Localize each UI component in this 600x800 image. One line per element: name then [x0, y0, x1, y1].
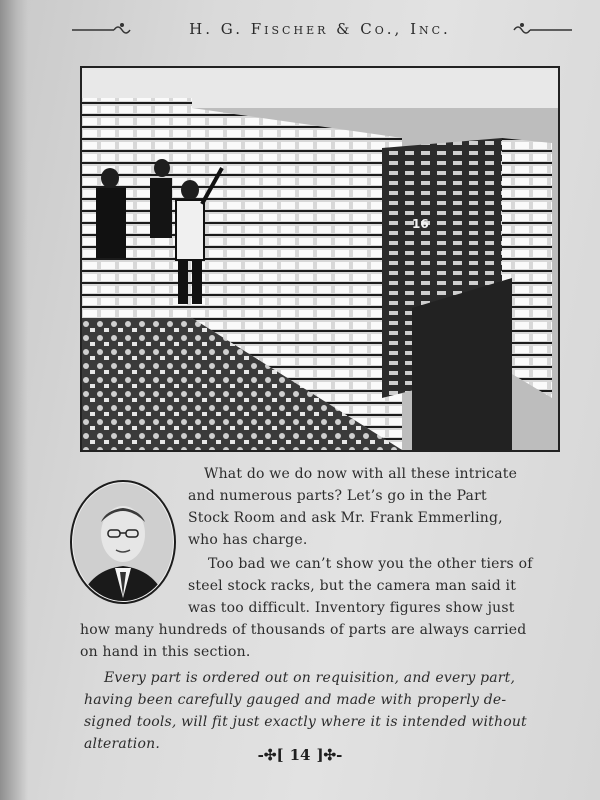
body-line: Too bad we can’t show you the other tiers of [208, 556, 533, 572]
body-line: and numerous parts? Let’s go in the Part [188, 488, 487, 504]
italic-line: having been carefully gauged and made with properly de- [84, 692, 507, 708]
binding-shadow [0, 0, 28, 800]
rack-number-label: 16 [412, 217, 429, 231]
scroll-ornament-right-icon [512, 18, 572, 42]
ornament-left-icon: -✣[ [257, 746, 284, 764]
body-line: Stock Room and ask Mr. Frank Emmerling, [188, 510, 503, 526]
page-number: 14 [289, 746, 311, 764]
body-line: was too difficult. Inventory figures show just [188, 600, 515, 616]
ornament-right-icon: ]✣- [316, 746, 343, 764]
body-line: who has charge. [188, 532, 308, 548]
stock-room-photo [80, 66, 560, 452]
italic-line: alteration. [84, 736, 160, 752]
body-line: how many hundreds of thousands of parts are always carried [80, 622, 527, 638]
italic-line: Every part is ordered out on requisition, and every part, [104, 670, 516, 686]
italic-line: signed tools, will fit just exactly where it is intended without [84, 714, 527, 730]
company-name: H. G. Fischer & Co., Inc. [189, 20, 451, 38]
body-line: What do we do now with all these intricate [204, 466, 518, 482]
page-footer [0, 746, 600, 764]
portrait-oval [68, 478, 178, 606]
page-header [60, 18, 580, 44]
stock-room-illustration [82, 68, 558, 450]
body-line: steel stock racks, but the camera man said it [188, 578, 517, 594]
body-line: on hand in this section. [80, 644, 251, 660]
